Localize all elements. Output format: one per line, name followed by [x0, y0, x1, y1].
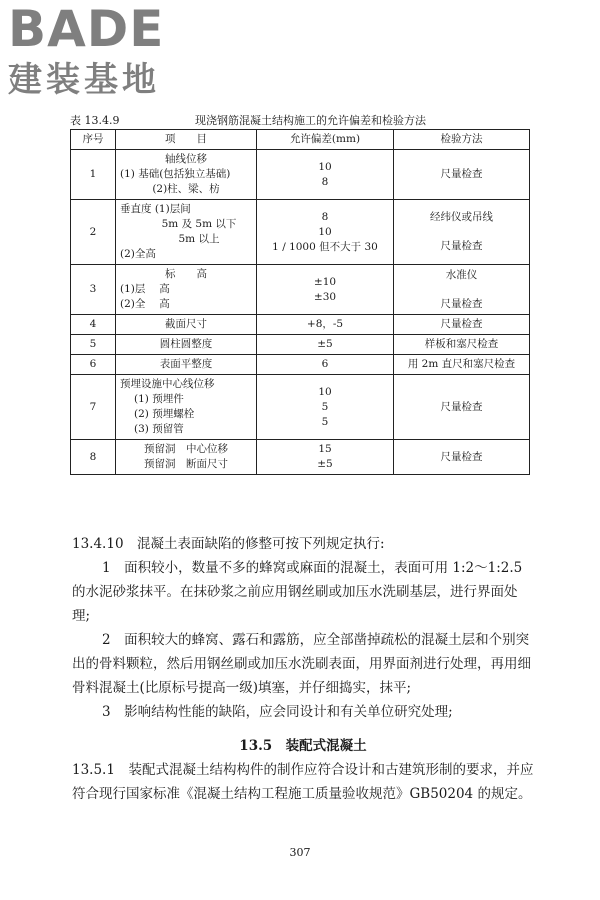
deviation-value: ±30	[313, 290, 337, 303]
clause-item-2: 2 面积较大的蜂窝、露石和露筋，应全部凿掉疏松的混凝土层和个别突出的骨料颗粒，然后用钢丝刷或加压水洗刷表面，用界面剂进行处理，再用细骨料混凝土(比原标号提高一级)填塞，并仔细捣实，抹平;	[72, 632, 531, 696]
row-deviation	[257, 375, 394, 440]
deviation-value: 6	[321, 358, 329, 370]
row-deviation	[257, 440, 394, 475]
table-row	[71, 440, 530, 475]
clause-item-3: 3 影响结构性能的缺陷，应会同设计和有关单位研究处理;	[102, 704, 453, 720]
row-deviation	[257, 200, 394, 265]
logo-chinese-text: 建装基地	[8, 60, 160, 100]
item-line: (2) 预埋螺栓	[134, 408, 195, 420]
deviation-value: 1 / 1000 但不大于 30	[272, 240, 378, 253]
header-no: 序号	[71, 130, 116, 150]
item-line: 圆柱圆整度	[159, 338, 213, 350]
item-line: (2)全高	[120, 248, 156, 260]
table-row	[71, 150, 530, 200]
clause-13-5-1: 13.5.1 装配式混凝土结构构件的制作应符合设计和古建筑形制的要求，并应符合现行国家标准《混凝土结构工程施工质量验收规范》GB50204 的规定。	[72, 762, 534, 802]
item-line: 5m 以上	[178, 233, 220, 245]
row-number: 3	[71, 265, 116, 315]
method-text: 尺量检查	[440, 297, 483, 310]
clause-item-1: 1 面积较小，数量不多的蜂窝或麻面的混凝土，表面可用 1:2～1:2.5 的水泥砂浆抹平。在抹砂浆之前应用钢丝刷或加压水洗刷基层，进行界面处理;	[72, 560, 523, 624]
method-text: 用 2m 直尺和塞尺检查	[407, 358, 516, 370]
row-item	[116, 440, 257, 475]
table-row	[71, 355, 530, 375]
method-text: 尺量检查	[440, 450, 483, 463]
article-body	[72, 532, 534, 806]
deviation-value: 15	[318, 443, 332, 455]
row-method	[394, 150, 530, 200]
method-text: 尺量检查	[440, 318, 483, 330]
item-line: 垂直度 (1)层间	[120, 203, 191, 215]
tolerance-table	[70, 129, 530, 475]
row-method	[394, 355, 530, 375]
item-line: 表面平整度	[159, 358, 213, 370]
page-number: 307	[289, 846, 311, 859]
header-item: 项 目	[116, 130, 257, 150]
row-item	[116, 150, 257, 200]
method-text: 水准仪	[445, 268, 478, 281]
deviation-value: 8	[321, 210, 329, 223]
row-item	[116, 375, 257, 440]
item-line: (1) 基础(包括独立基础)	[120, 168, 231, 180]
brand-logo	[8, 0, 165, 100]
row-item	[116, 335, 257, 355]
deviation-value: 8	[321, 175, 329, 188]
item-line: (2)柱、梁、枋	[152, 183, 220, 195]
item-line: (1) 预埋件	[134, 393, 184, 405]
row-deviation	[257, 265, 394, 315]
table-row	[71, 375, 530, 440]
item-line: 5m 及 5m 以下	[161, 218, 237, 230]
row-method	[394, 200, 530, 265]
row-method	[394, 335, 530, 355]
deviation-value: 5	[321, 415, 329, 428]
row-item	[116, 315, 257, 335]
deviation-value: ±10	[313, 275, 337, 288]
item-line: 预留洞 断面尺寸	[144, 458, 228, 470]
row-number: 1	[71, 150, 116, 200]
header-method: 检验方法	[394, 130, 530, 150]
method-text: 尺量检查	[440, 240, 483, 252]
method-text: 样板和塞尺检查	[424, 338, 499, 350]
row-deviation	[257, 315, 394, 335]
deviation-value: ±5	[317, 458, 333, 470]
clause-13-4-10: 13.4.10 混凝土表面缺陷的修整可按下列规定执行:	[72, 536, 385, 552]
row-item	[116, 200, 257, 265]
row-number: 5	[71, 335, 116, 355]
item-line: (1)层 高	[120, 283, 170, 295]
item-line: 预留洞 中心位移	[144, 443, 228, 455]
section-title: 13.5 装配式混凝土	[239, 738, 367, 754]
row-number: 6	[71, 355, 116, 375]
item-line: (3) 预留管	[134, 423, 184, 435]
row-number: 4	[71, 315, 116, 335]
item-line: 轴线位移	[165, 153, 207, 165]
row-item	[116, 355, 257, 375]
method-text: 经纬仪或吊线	[430, 211, 493, 223]
method-text: 尺量检查	[440, 168, 483, 180]
deviation-value: 10	[318, 160, 332, 173]
row-method	[394, 265, 530, 315]
deviation-value: +8，-5	[306, 318, 344, 330]
row-number: 8	[71, 440, 116, 475]
item-line: (2)全 高	[120, 298, 170, 310]
row-deviation	[257, 335, 394, 355]
row-method	[394, 440, 530, 475]
item-line: 标 高	[165, 268, 207, 280]
row-deviation	[257, 355, 394, 375]
row-deviation	[257, 150, 394, 200]
table-number: 表 13.4.9	[70, 114, 120, 127]
table-row	[71, 315, 530, 335]
method-text: 尺量检查	[440, 400, 483, 413]
item-line: 截面尺寸	[165, 318, 207, 330]
row-method	[394, 315, 530, 335]
row-number: 7	[71, 375, 116, 440]
table-row	[71, 265, 530, 315]
table-body	[71, 150, 530, 475]
deviation-value: 10	[318, 385, 332, 398]
row-method	[394, 375, 530, 440]
deviation-value: 10	[318, 225, 332, 238]
logo-text: BADE	[8, 0, 165, 58]
table-row	[71, 200, 530, 265]
row-number: 2	[71, 200, 116, 265]
row-item	[116, 265, 257, 315]
table-caption	[70, 114, 530, 128]
header-deviation: 允许偏差(mm)	[257, 130, 394, 150]
table-row	[71, 335, 530, 355]
table-header-row	[71, 130, 530, 150]
deviation-value: 5	[321, 400, 329, 413]
table-title: 现浇钢筋混凝土结构施工的允许偏差和检验方法	[195, 114, 426, 127]
deviation-value: ±5	[317, 338, 333, 350]
item-line: 预埋设施中心线位移	[120, 378, 215, 390]
